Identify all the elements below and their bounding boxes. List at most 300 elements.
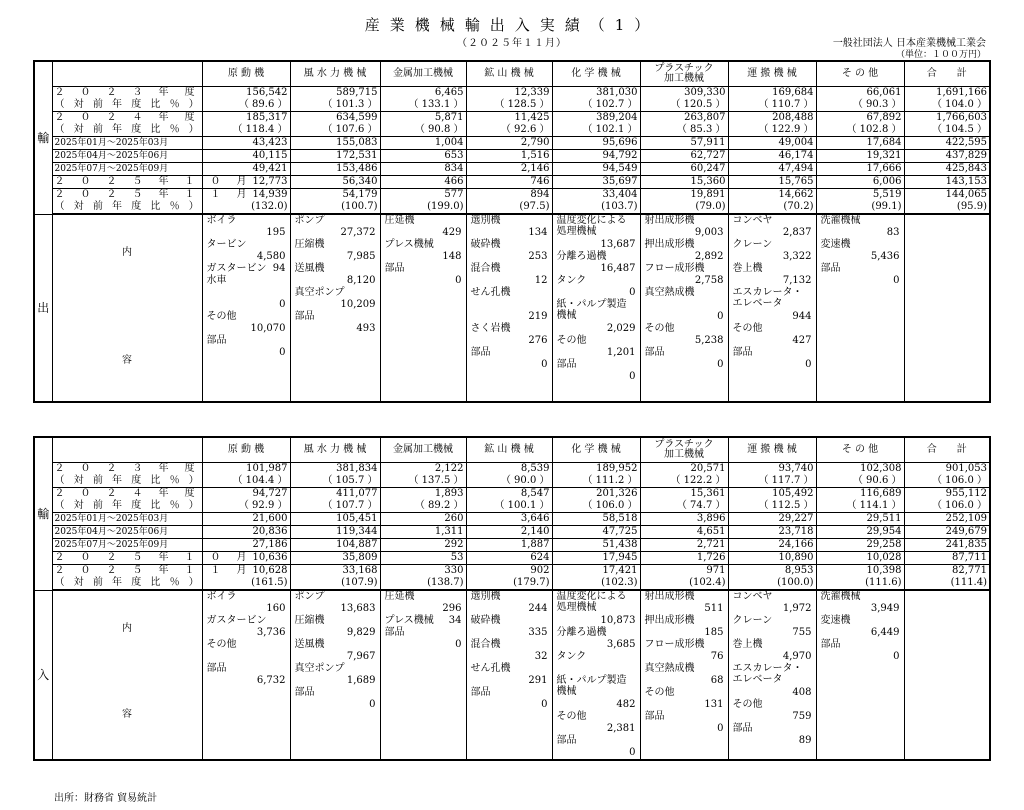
detail-line [469,359,550,371]
detail-label-bottom: 容 [122,355,132,366]
detail-cell [466,590,552,760]
detail-item-label: せん孔機 [470,663,511,674]
detail-item-label: 混合機 [470,263,501,274]
value-cell: 12,339 [466,87,552,100]
detail-line [383,615,464,627]
detail-item-value: 134 [528,227,548,238]
detail-line [469,251,550,263]
value-cell: 21,600 [202,513,290,526]
detail-cell-total [904,214,990,402]
detail-cell [380,214,466,402]
detail-item-label: エスカレータ・エレベータ [732,287,803,309]
value-cell: 105,451 [290,513,380,526]
detail-cell [728,214,816,402]
row-label: ２ ０ ２ ４ 年 度 [52,488,202,501]
value-cell: 1,887 [466,539,552,552]
column-header [290,61,380,87]
value-cell: 14,939 [202,189,290,202]
detail-label [52,590,202,760]
summary-row [34,150,990,163]
column-header-text: 化 学 機 械 [571,68,621,79]
column-header-text: 風 水 力 機 械 [303,444,367,455]
value-cell: 66,061 [816,87,904,100]
value-cell: 155,083 [290,137,380,150]
detail-row [34,214,990,402]
detail-line [643,723,726,735]
value-cell: 87,711 [904,552,990,565]
column-header-text: 合 計 [926,444,967,455]
value-cell: 6,006 [816,176,904,189]
header-blank [52,61,202,87]
detail-item-label: 送風機 [294,263,325,274]
detail-item-label: フロー成形機 [644,639,705,650]
ratio-cell: （ 104.5 ） [904,124,990,137]
value-cell: 15,361 [640,488,728,501]
detail-item-value: 5,436 [870,251,900,262]
detail-item-label: 水車 [206,275,227,286]
detail-line [819,627,902,639]
column-header [552,437,640,463]
ratio-cell: （ 104.0 ） [904,99,990,112]
value-cell: 40,115 [202,150,290,163]
detail-item-value: 6,449 [870,627,900,638]
detail-item-value: 1,689 [346,675,376,686]
value-cell: 101,987 [202,463,290,476]
ratio-label: （ 対 前 年 度 比 ％ ） [52,124,202,137]
detail-line [469,323,550,335]
detail-line [643,251,726,263]
detail-line [819,651,902,663]
detail-line [819,239,902,251]
ratio-cell: （ 133.1 ） [380,99,466,112]
column-header-text: 鉱 山 機 械 [484,444,534,455]
value-cell: 29,258 [816,539,904,552]
detail-item-label: 押出成形機 [644,239,695,250]
ratio-cell: （ 118.4 ） [202,124,290,137]
column-header [202,437,290,463]
detail-item-label: 射出成形機 [644,591,695,602]
side-label-bottom: 出 [34,214,52,402]
detail-item-label: コンベヤ [732,215,773,226]
value-cell: 62,727 [640,150,728,163]
detail-line [293,651,378,663]
value-cell: 51,438 [552,539,640,552]
summary-row [34,539,990,552]
row-label: 2025年01月～2025年03月 [52,513,202,526]
detail-line [205,275,288,287]
detail-item-label: ボイラ [206,591,237,602]
detail-line [293,591,378,603]
detail-line [293,663,378,675]
detail-line [819,275,902,287]
value-cell: 2,122 [380,463,466,476]
row-label: 2025年01月～2025年03月 [52,137,202,150]
value-cell: 24,166 [728,539,816,552]
detail-cell [640,214,728,402]
detail-line [469,699,550,711]
value-cell: 624 [466,552,552,565]
value-cell: 15,765 [728,176,816,189]
detail-item-value: 0 [893,651,900,662]
value-cell: 241,835 [904,539,990,552]
detail-item-label: 紙・パルプ製造機械 [556,675,627,697]
row-label: 2025年04月～2025年06月 [52,526,202,539]
detail-line [731,639,814,651]
value-cell: 425,843 [904,163,990,176]
value-cell: 102,308 [816,463,904,476]
detail-item-label: コンベヤ [732,591,773,602]
detail-item-value: 0 [805,359,812,370]
ratio-cell: （ 90.0 ） [466,475,552,488]
detail-line [555,335,638,347]
detail-cell [552,590,640,760]
detail-item-value: 0 [541,699,548,710]
detail-line [731,591,814,603]
row-label: 2025年07月～2025年09月 [52,163,202,176]
detail-line [819,639,902,651]
detail-line [731,699,814,711]
detail-line [383,603,464,615]
detail-line [469,603,550,615]
detail-item-label: ポンプ [294,215,325,226]
ratio-row [34,99,990,112]
detail-item-value: 0 [369,699,376,710]
detail-line [643,591,726,603]
detail-line [469,591,550,603]
detail-item-label: 部品 [294,687,315,698]
detail-line [205,591,288,603]
side-label-top: 輸 [34,437,52,590]
detail-item-label: 部品 [206,335,227,346]
detail-item-label: 真空熱成機 [644,287,695,298]
detail-line [731,347,814,359]
page-subtitle: （２０２５年１１月） [457,38,567,49]
value-cell: 94,792 [552,150,640,163]
detail-item-value: 755 [792,627,812,638]
value-cell: 208,488 [728,112,816,125]
ratio-cell: （ 74.7 ） [640,500,728,513]
column-header [380,437,466,463]
detail-line [469,663,550,675]
detail-item-value: 3,736 [256,627,286,638]
detail-item-value: 131 [704,699,724,710]
detail-item-value: 0 [717,311,724,322]
column-header [640,61,728,87]
detail-line [643,323,726,335]
ratio-cell: (79.0) [640,201,728,214]
detail-line [643,227,726,239]
detail-item-label: ポンプ [294,591,325,602]
detail-item-value: 244 [528,603,548,614]
detail-item-label: 変速機 [820,615,851,626]
detail-item-value: 429 [442,227,462,238]
detail-line [383,275,464,287]
value-cell: 971 [640,565,728,578]
value-cell: 252,109 [904,513,990,526]
detail-line [643,663,726,675]
value-cell: 11,425 [466,112,552,125]
detail-line [205,251,288,263]
detail-item-value: 0 [717,723,724,734]
value-cell: 5,871 [380,112,466,125]
value-cell: 3,896 [640,513,728,526]
ratio-cell: （ 105.7 ） [290,475,380,488]
value-cell: 57,911 [640,137,728,150]
detail-item-label: その他 [206,311,237,322]
value-cell: 2,140 [466,526,552,539]
ratio-cell: （ 122.9 ） [728,124,816,137]
detail-item-label: 押出成形機 [644,615,695,626]
detail-line [731,627,814,639]
value-cell: 19,891 [640,189,728,202]
detail-item-label: 部品 [732,347,753,358]
detail-item-value: 0 [893,275,900,286]
detail-item-value: 160 [266,603,286,614]
ratio-label: （ 対 前 年 度 比 ％ ） [52,99,202,112]
detail-item-label: 部品 [556,359,577,370]
column-header [904,61,990,87]
detail-line [643,615,726,627]
detail-item-value: 13,687 [600,239,636,250]
detail-line [731,311,814,323]
ratio-row [34,577,990,590]
value-cell: 1,311 [380,526,466,539]
ratio-cell: （ 107.7 ） [290,500,380,513]
detail-item-label: 部品 [556,735,577,746]
detail-cell [552,214,640,402]
detail-line [383,215,464,227]
detail-item-value: 296 [442,603,462,614]
detail-line [643,603,726,615]
detail-line [555,735,638,747]
detail-line [643,311,726,323]
value-cell: 1,004 [380,137,466,150]
value-cell: 1,691,166 [904,87,990,100]
summary-row [34,137,990,150]
detail-line [555,263,638,275]
column-header [904,437,990,463]
value-cell: 33,168 [290,565,380,578]
column-header-text: プラスチック 加工機械 [654,63,714,84]
ratio-cell: （ 110.7 ） [728,99,816,112]
detail-line [555,627,638,639]
value-cell: 189,952 [552,463,640,476]
ratio-label: （ 対 前 年 度 比 ％ ） [52,500,202,513]
detail-item-label: その他 [644,687,675,698]
detail-item-label: その他 [206,639,237,650]
summary-row [34,176,990,189]
detail-item-value: 427 [792,335,812,346]
ratio-cell: （ 92.9 ） [202,500,290,513]
detail-item-label: 破砕機 [470,239,501,250]
detail-line [293,699,378,711]
ratio-cell: (111.4) [904,577,990,590]
ratio-row [34,124,990,137]
detail-line [469,347,550,359]
detail-label-bottom: 容 [122,709,132,720]
detail-item-label: 真空熱成機 [644,663,695,674]
detail-line [293,639,378,651]
column-header-text: 金属加工機械 [393,444,453,455]
detail-item-label: プレス機械 [384,239,434,250]
detail-item-value: 944 [792,311,812,322]
value-cell: 17,421 [552,565,640,578]
detail-line [205,627,288,639]
detail-line [469,311,550,323]
detail-item-value: 4,580 [256,251,286,262]
detail-line [643,287,726,299]
detail-item-value: 0 [455,639,462,650]
detail-line [293,687,378,699]
row-label: ２ ０ ２ ３ 年 度 [52,463,202,476]
column-header-text: 合 計 [926,68,967,79]
detail-line [731,251,814,263]
detail-item-label: 洗濯機械 [820,215,861,226]
detail-item-value: 148 [442,251,462,262]
column-header-text: そ の 他 [841,444,879,455]
value-cell: 49,421 [202,163,290,176]
value-cell: 309,330 [640,87,728,100]
detail-item-value: 4,970 [782,651,812,662]
value-cell: 43,423 [202,137,290,150]
detail-line [555,615,638,627]
value-cell: 2,146 [466,163,552,176]
ratio-cell: (99.1) [816,201,904,214]
value-cell: 653 [380,150,466,163]
value-cell: 2,790 [466,137,552,150]
detail-item-value: 291 [528,675,548,686]
value-cell: 8,539 [466,463,552,476]
detail-item-value: 32 [534,651,548,662]
detail-line [469,275,550,287]
detail-line [469,287,550,299]
detail-line [293,287,378,299]
detail-item-label: タンク [556,275,587,286]
detail-line [731,615,814,627]
detail-item-label: 部品 [470,347,491,358]
row-label: ２ ０ ２ ５ 年 １ ０ 月 [52,176,202,189]
detail-item-value: 185 [704,627,724,638]
value-cell: 35,809 [290,552,380,565]
detail-line [555,711,638,723]
ratio-cell: （ 100.1 ） [466,500,552,513]
header-row [34,61,990,87]
value-cell: 8,547 [466,488,552,501]
detail-line [819,251,902,263]
column-header-text: 金属加工機械 [393,68,453,79]
detail-item-value: 195 [266,227,286,238]
detail-item-value: 10,873 [600,615,636,626]
detail-line [469,263,550,275]
detail-line [643,675,726,687]
detail-line [293,275,378,287]
value-cell: 58,518 [552,513,640,526]
summary-row [34,112,990,125]
detail-line [731,711,814,723]
value-cell: 156,542 [202,87,290,100]
column-header-text: 化 学 機 械 [571,444,621,455]
summary-row [34,526,990,539]
ratio-cell: （ 114.1 ） [816,500,904,513]
detail-item-label: 部品 [820,263,841,274]
detail-item-label: タンク [556,651,587,662]
detail-row [34,590,990,760]
ratio-cell: (179.7) [466,577,552,590]
value-cell: 10,398 [816,565,904,578]
ratio-cell: （ 102.1 ） [552,124,640,137]
value-cell: 2,721 [640,539,728,552]
detail-item-label: せん孔機 [470,287,511,298]
export-table [33,60,991,403]
detail-line [293,675,378,687]
column-header [728,437,816,463]
column-header-text: プラスチック 加工機械 [654,439,714,460]
value-cell: 634,599 [290,112,380,125]
ratio-label: （ 対 前 年 度 比 ％ ） [52,201,202,214]
value-cell: 49,004 [728,137,816,150]
detail-line [205,239,288,251]
detail-item-value: 408 [792,687,812,698]
row-label: 2025年04月～2025年06月 [52,150,202,163]
ratio-cell: (138.7) [380,577,466,590]
ratio-cell: (102.4) [640,577,728,590]
detail-line [469,675,550,687]
detail-line [555,299,638,323]
detail-item-value: 7,985 [346,251,376,262]
detail-line [555,639,638,651]
column-header-text: 原 動 機 [227,444,265,455]
detail-cell [290,590,380,760]
ratio-cell: (132.0) [202,201,290,214]
ratio-cell: (111.6) [816,577,904,590]
detail-item-value: 0 [455,275,462,286]
detail-item-label: プレス機械 [384,615,434,626]
detail-line [819,591,902,603]
ratio-cell: (97.5) [466,201,552,214]
detail-line [469,615,550,627]
detail-line [205,287,288,299]
ratio-cell: （ 90.3 ） [816,99,904,112]
value-cell: 10,636 [202,552,290,565]
unit-note: （単位：１００万円） [895,50,986,60]
detail-item-value: 16,487 [600,263,636,274]
detail-item-value: 0 [279,299,286,310]
value-cell: 46,174 [728,150,816,163]
value-cell: 1,766,603 [904,112,990,125]
detail-line [643,711,726,723]
detail-cell [466,214,552,402]
detail-line [819,215,902,227]
detail-item-value: 10,070 [250,323,286,334]
ratio-cell: (161.5) [202,577,290,590]
row-label: ２ ０ ２ ５ 年 １ １ 月 [52,565,202,578]
detail-cell [816,214,904,402]
detail-item-value: 1,972 [782,603,812,614]
ratio-cell: （ 92.6 ） [466,124,552,137]
detail-item-value: 2,029 [606,323,636,334]
detail-line [555,699,638,711]
value-cell: 33,404 [552,189,640,202]
detail-line [293,263,378,275]
detail-item-label: 部品 [384,263,405,274]
value-cell: 201,326 [552,488,640,501]
detail-line [383,639,464,651]
detail-line [731,323,814,335]
value-cell: 144,065 [904,189,990,202]
detail-item-label: 巻上機 [732,639,763,650]
detail-item-value: 759 [792,711,812,722]
detail-line [731,275,814,287]
